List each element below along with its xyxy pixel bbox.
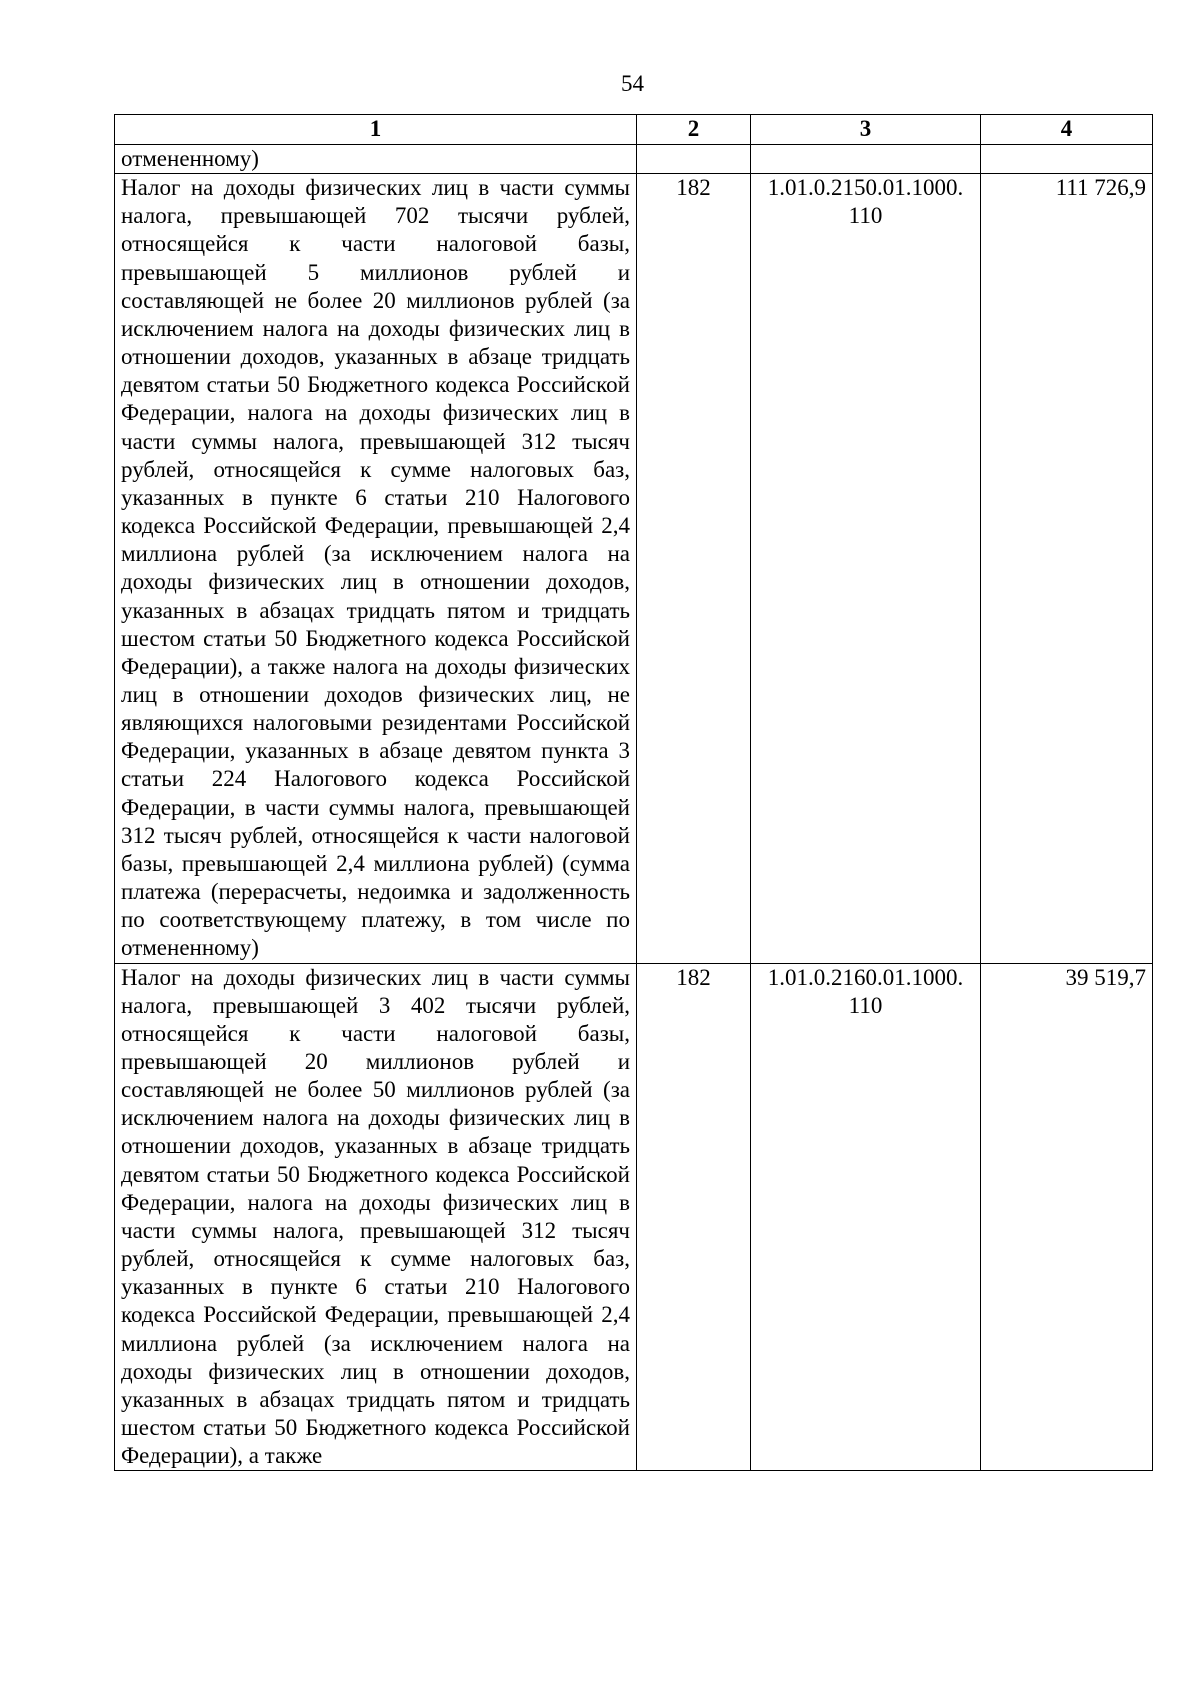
budget-revenue-table — [114, 114, 1153, 1471]
column-header-2: 2 — [637, 115, 751, 145]
amount-cell — [981, 145, 1153, 174]
table-row — [115, 145, 1153, 174]
admin-code-cell: 182 — [637, 963, 751, 1471]
classification-code-cell: 1.01.0.2150.01.1000. 110 — [751, 174, 981, 963]
column-header-4: 4 — [981, 115, 1153, 145]
amount-cell: 39 519,7 — [981, 963, 1153, 1471]
revenue-name-cell: Налог на доходы физических лиц в части суммы налога, превышающей 702 тысячи рублей, относящейся к части налоговой базы, превышающей 5 миллионов рублей и составляющей не более 20 миллионов рублей (за исключением налога на доходы физических лиц в отношении доходов, указанных в абзаце тридцать девятом статьи 50 Бюджетного кодекса Российской Федерации, налога на доходы физических лиц в части суммы налога, превышающей 312 тысяч рублей, относящейся к сумме налоговых баз, указанных в пункте 6 статьи 210 Налогового кодекса Российской Федерации, превышающей 2,4 миллиона рублей (за исключением налога на доходы физических лиц в отношении доходов, указанных в абзацах тридцать пятом и тридцать шестом статьи 50 Бюджетного кодекса Российской Федерации), а также налога на доходы физических лиц в отношении доходов физических лиц, не являющихся налоговыми резидентами Российской Федерации, указанных в абзаце девятом пункта 3 статьи 224 Налогового кодекса Российской Федерации, в части суммы налога, превышающей 312 тысяч рублей, относящейся к части налоговой базы, превышающей 2,4 миллиона рублей) (сумма платежа (перерасчеты, недоимка и задолженность по соответствующему платежу, в том числе по отмененному) — [115, 174, 637, 963]
revenue-name-cell: Налог на доходы физических лиц в части суммы налога, превышающей 3 402 тысячи рублей, относящейся к части налоговой базы, превышающей 20 миллионов рублей и составляющей не более 50 миллионов рублей (за исключением налога на доходы физических лиц в отношении доходов, указанных в абзаце тридцать девятом статьи 50 Бюджетного кодекса Российской Федерации, налога на доходы физических лиц в части суммы налога, превышающей 312 тысяч рублей, относящейся к сумме налоговых баз, указанных в пункте 6 статьи 210 Налогового кодекса Российской Федерации, превышающей 2,4 миллиона рублей (за исключением налога на доходы физических лиц в отношении доходов, указанных в абзацах тридцать пятом и тридцать шестом статьи 50 Бюджетного кодекса Российской Федерации), а также — [115, 963, 637, 1471]
table-row — [115, 963, 1153, 1471]
column-header-3: 3 — [751, 115, 981, 145]
amount-cell: 111 726,9 — [981, 174, 1153, 963]
classification-code-cell — [751, 145, 981, 174]
table-header-row — [115, 115, 1153, 145]
admin-code-cell — [637, 145, 751, 174]
classification-code-cell: 1.01.0.2160.01.1000. 110 — [751, 963, 981, 1471]
column-header-1: 1 — [115, 115, 637, 145]
revenue-name-cell: отмененному) — [115, 145, 637, 174]
table-row — [115, 174, 1153, 963]
page-number: 54 — [621, 71, 644, 96]
admin-code-cell: 182 — [637, 174, 751, 963]
